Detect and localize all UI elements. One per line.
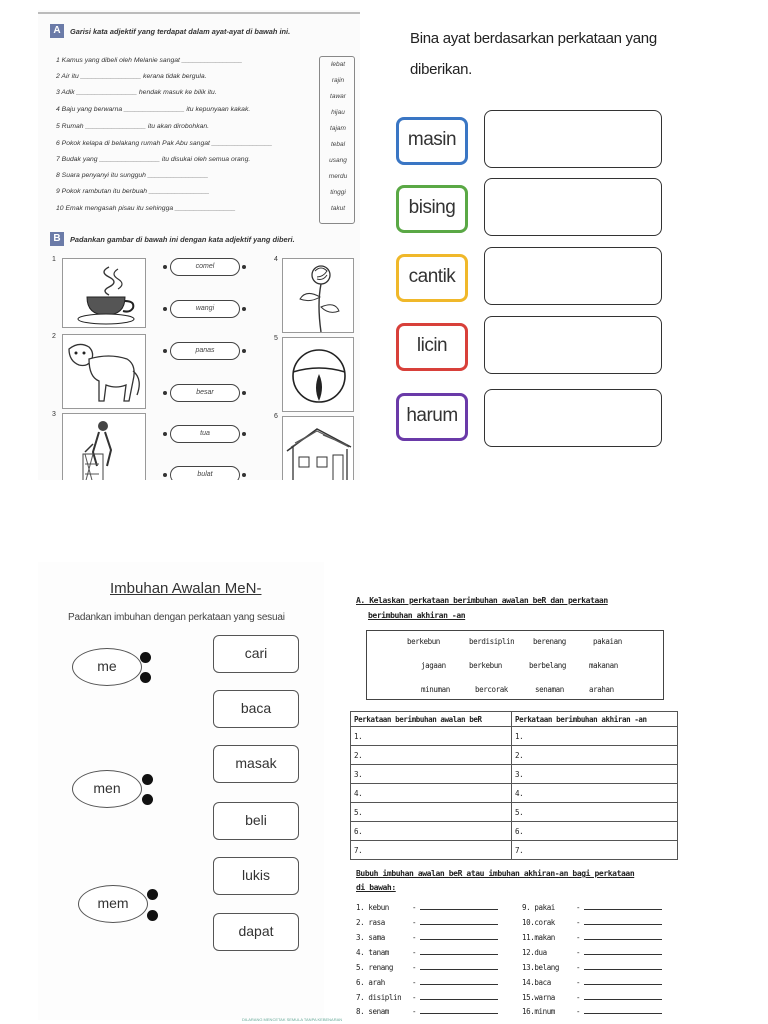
affix-item-label: 12.dua bbox=[522, 948, 547, 957]
affix-dash: - bbox=[576, 948, 581, 957]
affix-item bbox=[356, 963, 498, 972]
picture-number: 5 bbox=[274, 335, 278, 342]
affix-item bbox=[522, 1007, 662, 1016]
word-bank-item: bercorak bbox=[475, 685, 508, 694]
house-picture bbox=[282, 416, 354, 480]
classify-heading-line2: berimbuhan akhiran -an bbox=[368, 611, 466, 620]
affix-item-label: 14.baca bbox=[522, 978, 551, 987]
table-cell[interactable]: 2. bbox=[351, 746, 512, 765]
affix-item bbox=[522, 903, 662, 912]
table-row bbox=[351, 803, 678, 822]
word-card-masin: masin bbox=[396, 117, 468, 165]
answer-blank[interactable] bbox=[584, 919, 662, 925]
question-line: 7 Budak yang ________________ itu disukai oleh semua orang. bbox=[56, 156, 251, 163]
answer-blank[interactable] bbox=[584, 994, 662, 1000]
sentence-task-title-line1: Bina ayat berdasarkan perkataan yang bbox=[410, 30, 657, 47]
word-card-bising: bising bbox=[396, 185, 468, 233]
answer-blank[interactable] bbox=[420, 904, 498, 910]
section-b-heading: Padankan gambar di bawah ini dengan kata adjektif yang diberi. bbox=[70, 235, 295, 244]
answer-blank[interactable] bbox=[584, 949, 662, 955]
match-word-pill: wangi bbox=[170, 300, 240, 318]
word-bank-box bbox=[319, 56, 355, 224]
table-cell[interactable]: 1. bbox=[511, 727, 677, 746]
root-word-box: cari bbox=[213, 635, 299, 673]
match-word-pill: tua bbox=[170, 425, 240, 443]
word-bank-item: pakaian bbox=[593, 637, 622, 646]
copyright-footnote: DILARANG MENCETAK SEMULA TANPA KEBENARAN bbox=[242, 1017, 343, 1022]
picture-number: 1 bbox=[52, 256, 56, 263]
affix-item bbox=[522, 963, 662, 972]
match-word-pill: bulat bbox=[170, 466, 240, 480]
picture-number: 6 bbox=[274, 413, 278, 420]
classify-heading-line1: A. Kelaskan perkataan berimbuhan awalan beR dan perkataan bbox=[356, 596, 608, 605]
word-bank-item: lebat bbox=[330, 61, 346, 68]
answer-blank[interactable] bbox=[584, 904, 662, 910]
answer-box[interactable] bbox=[484, 389, 662, 447]
affix-dash: - bbox=[576, 918, 581, 927]
match-dot-right bbox=[242, 473, 246, 477]
affix-item-label: 3. sama bbox=[356, 933, 385, 942]
word-bank-item: tawar bbox=[330, 93, 346, 100]
match-dot bbox=[140, 652, 151, 663]
word-bank-item: berdisiplin bbox=[469, 637, 515, 646]
affix-item bbox=[356, 978, 498, 987]
question-line: 2 Air itu ________________ kerana tidak bergula. bbox=[56, 73, 207, 80]
root-word-box: masak bbox=[213, 745, 299, 783]
affix-dash: - bbox=[412, 963, 417, 972]
picture-number: 3 bbox=[52, 411, 56, 418]
affix-item bbox=[356, 903, 498, 912]
affix-item bbox=[522, 978, 662, 987]
answer-blank[interactable] bbox=[420, 919, 498, 925]
picture-number: 4 bbox=[274, 256, 278, 263]
affix-item-label: 1. kebun bbox=[356, 903, 389, 912]
word-card-harum: harum bbox=[396, 393, 468, 441]
imbuhan-title: Imbuhan Awalan MeN- bbox=[110, 580, 262, 597]
question-line: 1 Kamus yang dibeli oleh Melanie sangat ________________ bbox=[56, 57, 243, 64]
affix-question-line2: di bawah: bbox=[356, 883, 396, 892]
root-word-box: beli bbox=[213, 802, 299, 840]
table-cell[interactable]: 1. bbox=[351, 727, 512, 746]
match-dot bbox=[142, 774, 153, 785]
adjective-worksheet bbox=[38, 10, 360, 480]
word-bank-item: berenang bbox=[533, 637, 566, 646]
affix-item-label: 9. pakai bbox=[522, 903, 555, 912]
question-line: 9 Pokok rambutan itu berbuah ________________ bbox=[56, 188, 210, 195]
question-line: 10 Emak mengasah pisau itu sehingga ________________ bbox=[56, 205, 236, 212]
match-dot-left bbox=[163, 473, 167, 477]
question-line: 5 Rumah ________________ itu akan dirobohkan. bbox=[56, 123, 210, 130]
word-bank-item: tajam bbox=[330, 125, 346, 132]
answer-blank[interactable] bbox=[584, 964, 662, 970]
match-dot bbox=[142, 794, 153, 805]
match-dot-left bbox=[163, 432, 167, 436]
top-rule bbox=[38, 12, 360, 14]
affix-item-label: 11.makan bbox=[522, 933, 555, 942]
affix-item-label: 7. disiplin bbox=[356, 993, 402, 1002]
word-bank-item: minuman bbox=[421, 685, 450, 694]
affix-dash: - bbox=[576, 933, 581, 942]
section-a-heading: Garisi kata adjektif yang terdapat dalam ayat-ayat di bawah ini. bbox=[70, 27, 291, 36]
affix-item-label: 6. arah bbox=[356, 978, 385, 987]
word-bank-item: tebal bbox=[330, 141, 346, 148]
word-bank-item: makanan bbox=[589, 661, 618, 670]
coffee-cup-picture bbox=[62, 258, 146, 328]
table-cell[interactable]: 7. bbox=[351, 841, 512, 860]
affix-dash: - bbox=[412, 903, 417, 912]
answer-box[interactable] bbox=[484, 316, 662, 374]
affix-question-line1: Bubuh imbuhan awalan beR atau imbuhan akhiran-an bagi perkataan bbox=[356, 869, 635, 878]
affix-dash: - bbox=[412, 918, 417, 927]
affix-dash: - bbox=[412, 933, 417, 942]
word-card-licin: licin bbox=[396, 323, 468, 371]
ball-picture bbox=[282, 337, 354, 412]
affix-item-label: 8. senam bbox=[356, 1007, 389, 1016]
affix-dash: - bbox=[412, 948, 417, 957]
section-b-badge: B bbox=[50, 232, 64, 246]
match-dot bbox=[147, 910, 158, 921]
table-cell[interactable]: 3. bbox=[511, 765, 677, 784]
affix-dash: - bbox=[412, 1007, 417, 1016]
column-header: Perkataan berimbuhan awalan beR bbox=[351, 712, 512, 727]
affix-item bbox=[356, 993, 498, 1002]
word-bank-item: arahan bbox=[589, 685, 614, 694]
lion-cub-picture bbox=[62, 334, 146, 409]
affix-item bbox=[356, 933, 498, 942]
affix-dash: - bbox=[576, 903, 581, 912]
match-word-pill: comel bbox=[170, 258, 240, 276]
table-row bbox=[351, 746, 678, 765]
match-word-pill: panas bbox=[170, 342, 240, 360]
question-line: 3 Adik ________________ hendak masuk ke bilik itu. bbox=[56, 89, 217, 96]
answer-box[interactable] bbox=[484, 247, 662, 305]
match-dot-left bbox=[163, 391, 167, 395]
affix-item-label: 10.corak bbox=[522, 918, 555, 927]
question-line: 4 Baju yang berwarna ________________ itu kepunyaan kakak. bbox=[56, 106, 251, 113]
table-cell[interactable]: 5. bbox=[351, 803, 512, 822]
affix-item bbox=[356, 1007, 498, 1016]
answer-box[interactable] bbox=[484, 110, 662, 168]
table-cell[interactable]: 3. bbox=[351, 765, 512, 784]
word-bank-item: senaman bbox=[535, 685, 564, 694]
answer-blank[interactable] bbox=[584, 979, 662, 985]
word-bank-item: berbelang bbox=[529, 661, 567, 670]
answer-blank[interactable] bbox=[420, 1008, 498, 1014]
table-cell[interactable]: 4. bbox=[351, 784, 512, 803]
match-dot-left bbox=[163, 265, 167, 269]
table-cell[interactable]: 6. bbox=[511, 822, 677, 841]
affix-dash: - bbox=[576, 1007, 581, 1016]
affix-item bbox=[522, 993, 662, 1002]
root-word-box: baca bbox=[213, 690, 299, 728]
affix-dash: - bbox=[412, 978, 417, 987]
affix-item-label: 4. tanam bbox=[356, 948, 389, 957]
answer-blank[interactable] bbox=[420, 964, 498, 970]
affix-item bbox=[522, 933, 662, 942]
affix-item-label: 15.warna bbox=[522, 993, 555, 1002]
answer-blank[interactable] bbox=[420, 949, 498, 955]
classify-word-bank bbox=[366, 630, 664, 700]
rose-picture bbox=[282, 258, 354, 333]
match-dot-right bbox=[242, 432, 246, 436]
table-row bbox=[351, 784, 678, 803]
affix-item-label: 13.belang bbox=[522, 963, 560, 972]
word-bank-item: berkebun bbox=[407, 637, 440, 646]
sentence-task-title-line2: diberikan. bbox=[410, 61, 473, 78]
match-dot bbox=[140, 672, 151, 683]
root-word-box: dapat bbox=[213, 913, 299, 951]
table-cell[interactable]: 7. bbox=[511, 841, 677, 860]
answer-blank[interactable] bbox=[420, 934, 498, 940]
prefix-oval-men: men bbox=[72, 770, 142, 808]
match-dot-right bbox=[242, 391, 246, 395]
answer-blank[interactable] bbox=[420, 994, 498, 1000]
affix-dash: - bbox=[576, 963, 581, 972]
affix-dash: - bbox=[576, 978, 581, 987]
affix-item bbox=[522, 948, 662, 957]
classify-table bbox=[350, 711, 678, 860]
answer-box[interactable] bbox=[484, 178, 662, 236]
section-a-badge: A bbox=[50, 24, 64, 38]
table-header-row bbox=[351, 712, 678, 727]
old-man-picture bbox=[62, 413, 146, 480]
affix-item bbox=[356, 918, 498, 927]
word-bank-item: rajin bbox=[331, 77, 345, 84]
table-row bbox=[351, 822, 678, 841]
match-word-pill: besar bbox=[170, 384, 240, 402]
word-bank-item: tinggi bbox=[330, 189, 346, 196]
prefix-oval-mem: mem bbox=[78, 885, 148, 923]
word-bank-item: berkebun bbox=[469, 661, 502, 670]
affix-item-label: 5. renang bbox=[356, 963, 394, 972]
answer-blank[interactable] bbox=[420, 979, 498, 985]
match-dot-right bbox=[242, 265, 246, 269]
imbuhan-subtitle: Padankan imbuhan dengan perkataan yang sesuai bbox=[68, 612, 285, 623]
affix-dash: - bbox=[412, 993, 417, 1002]
match-dot-right bbox=[242, 349, 246, 353]
answer-blank[interactable] bbox=[584, 934, 662, 940]
table-cell[interactable]: 5. bbox=[511, 803, 677, 822]
prefix-oval-me: me bbox=[72, 648, 142, 686]
table-row bbox=[351, 841, 678, 860]
match-dot-left bbox=[163, 307, 167, 311]
affix-item-label: 16.minum bbox=[522, 1007, 555, 1016]
word-bank-item: merdu bbox=[328, 173, 348, 180]
match-dot bbox=[147, 889, 158, 900]
word-bank-item: usang bbox=[329, 157, 347, 164]
table-cell[interactable]: 4. bbox=[511, 784, 677, 803]
table-cell[interactable]: 6. bbox=[351, 822, 512, 841]
word-bank-item: takut bbox=[330, 205, 346, 212]
table-row bbox=[351, 727, 678, 746]
match-dot-right bbox=[242, 307, 246, 311]
root-word-box: lukis bbox=[213, 857, 299, 895]
table-cell[interactable]: 2. bbox=[511, 746, 677, 765]
affix-item bbox=[522, 918, 662, 927]
question-line: 8 Suara penyanyi itu sungguh ________________ bbox=[56, 172, 209, 179]
word-bank-item: hijau bbox=[331, 109, 345, 116]
word-card-cantik: cantik bbox=[396, 254, 468, 302]
column-header: Perkataan berimbuhan akhiran -an bbox=[511, 712, 677, 727]
affix-item bbox=[356, 948, 498, 957]
table-row bbox=[351, 765, 678, 784]
match-dot-left bbox=[163, 349, 167, 353]
word-bank-item: jagaan bbox=[421, 661, 446, 670]
affix-item-label: 2. rasa bbox=[356, 918, 385, 927]
affix-dash: - bbox=[576, 993, 581, 1002]
question-line: 6 Pokok kelapa di belakang rumah Pak Abu sangat ________________ bbox=[56, 140, 273, 147]
answer-blank[interactable] bbox=[584, 1008, 662, 1014]
picture-number: 2 bbox=[52, 333, 56, 340]
